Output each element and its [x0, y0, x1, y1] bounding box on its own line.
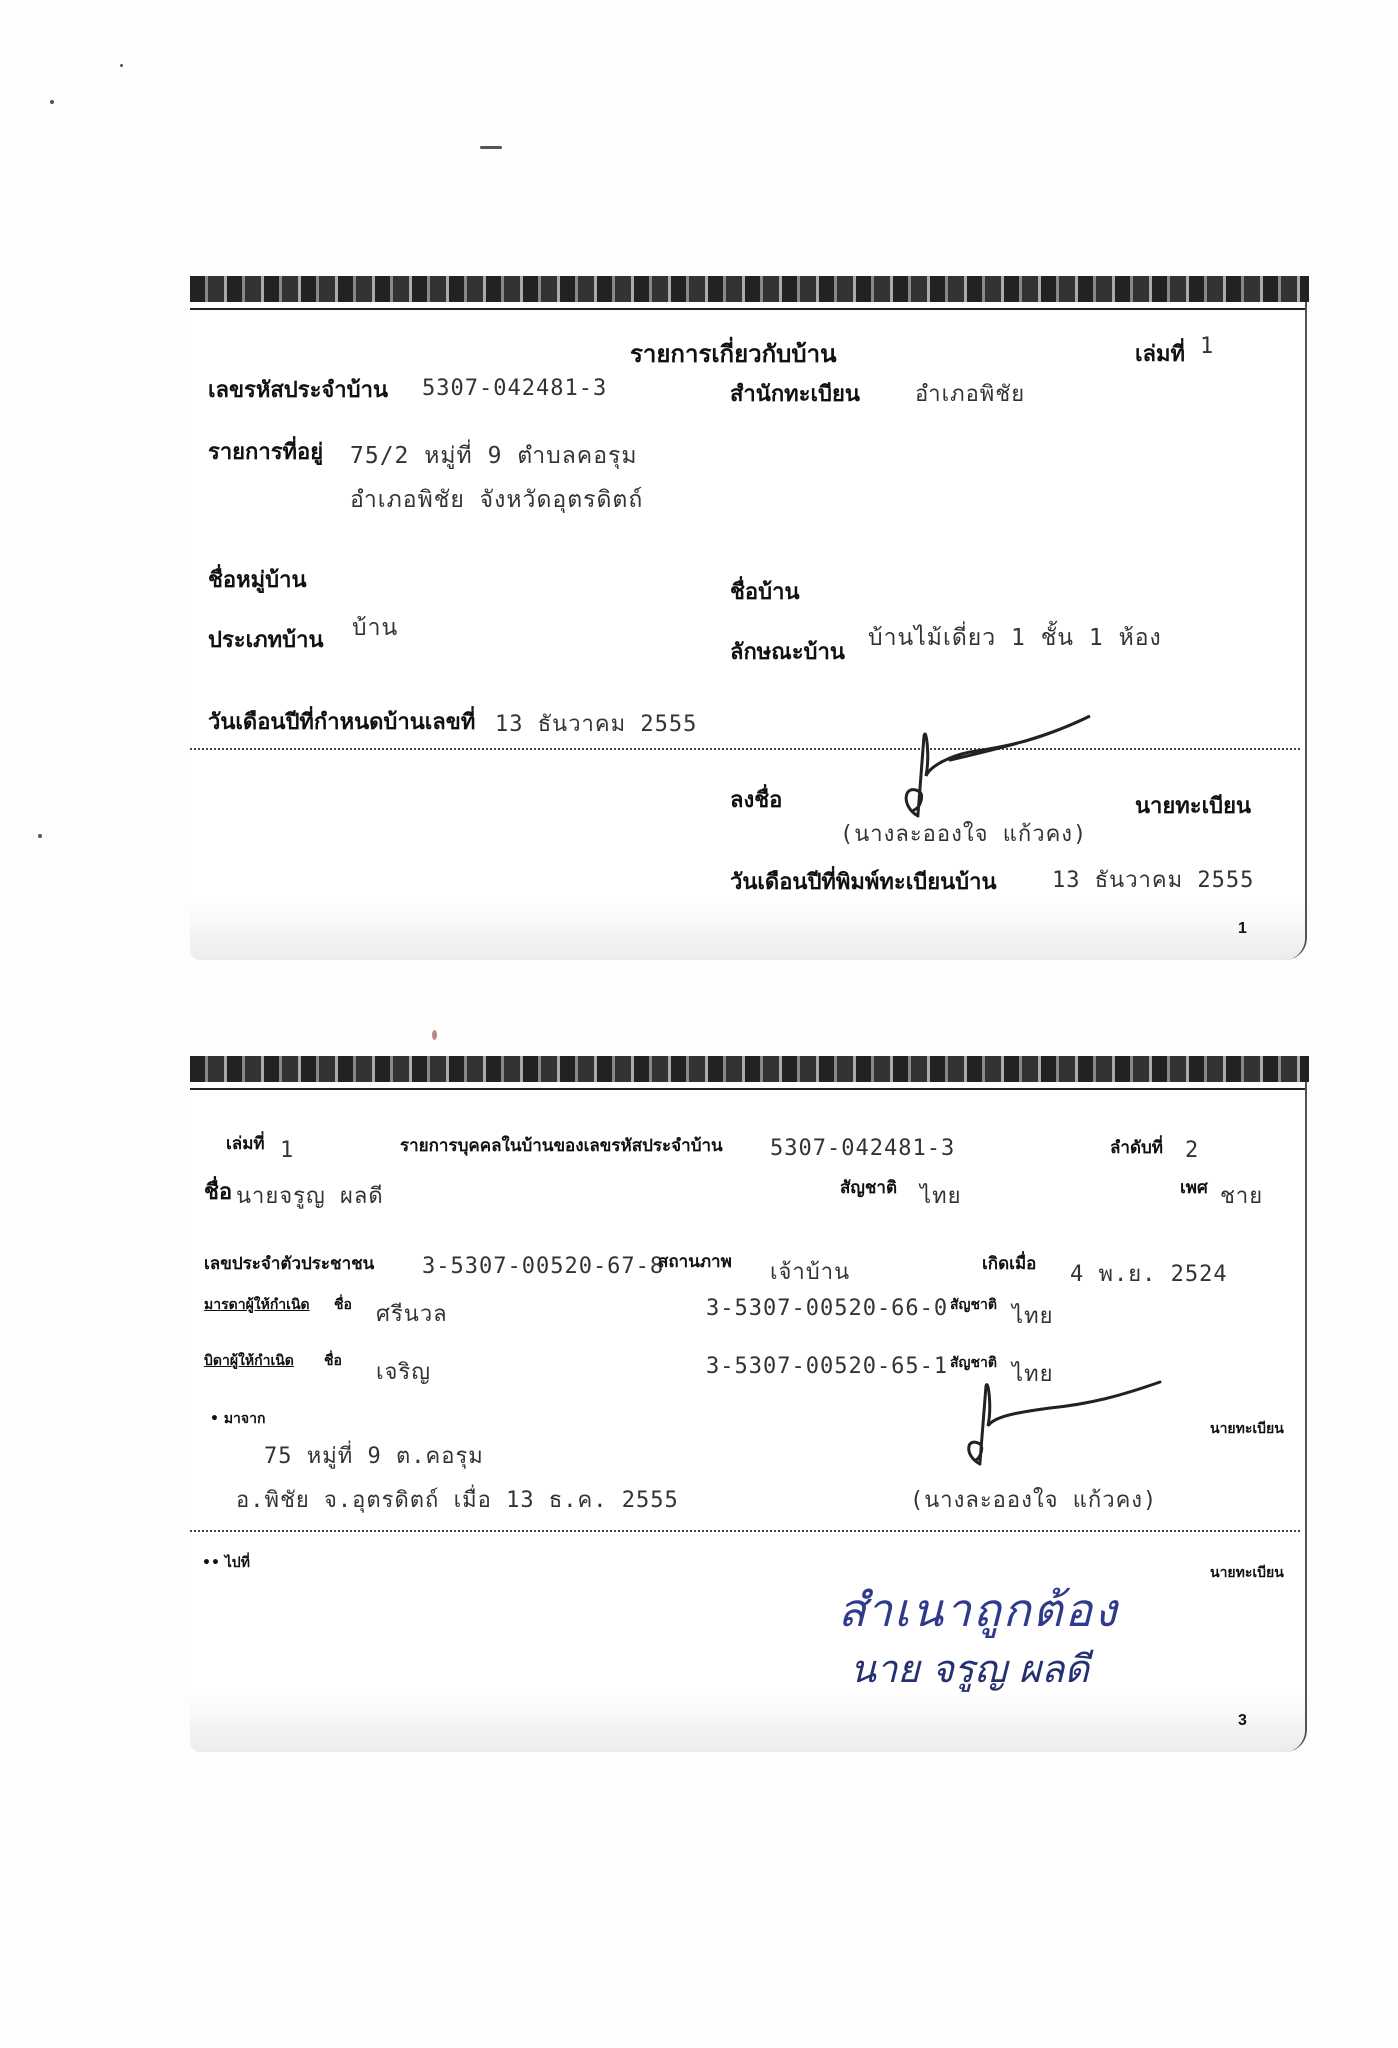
mother-name-value: ศรีนวล: [376, 1302, 448, 1327]
card-bottom-shade: [190, 900, 1305, 960]
mother-label: มารดาผู้ให้กำเนิด: [204, 1297, 310, 1313]
dotted-separator: [190, 1530, 1300, 1532]
father-label: บิดาผู้ให้กำเนิด: [204, 1353, 294, 1369]
book-label: เล่มที่: [226, 1134, 265, 1154]
address-line-2: อำเภอพิชัย จังหวัดอุตรดิตถ์: [350, 487, 644, 513]
id-label: เลขประจำตัวประชาชน: [204, 1254, 375, 1274]
father-name-label: ชื่อ: [324, 1353, 342, 1369]
status-label: สถานภาพ: [658, 1252, 732, 1272]
card-top-edge: [190, 1056, 1309, 1082]
book-value: 1: [280, 1138, 295, 1163]
house-details-card: [190, 276, 1307, 960]
status-value: เจ้าบ้าน: [770, 1260, 851, 1285]
father-id-value: 3-5307-00520-65-1: [706, 1354, 949, 1379]
certified-copy-handwriting: สำเนาถูกต้อง: [838, 1583, 1119, 1637]
from-line-1: 75 หมู่ที่ 9 ต.คอรุม: [264, 1444, 484, 1469]
registrar-label: นายทะเบียน: [1210, 1565, 1284, 1581]
mother-id-value: 3-5307-00520-66-0: [706, 1296, 949, 1321]
speck: [50, 100, 54, 104]
house-code-value: 5307-042481-3: [422, 376, 608, 401]
book-label: เล่มที่: [1135, 342, 1186, 367]
page-number: 3: [1238, 1712, 1247, 1729]
house-style-label: ลักษณะบ้าน: [730, 640, 845, 665]
address-label: รายการที่อยู่: [208, 440, 324, 465]
address-line-1: 75/2 หมู่ที่ 9 ตำบลคอรุม: [350, 443, 638, 469]
office-value: อำเภอพิชัย: [915, 382, 1026, 407]
house-style-value: บ้านไม้เดี่ยว 1 ชั้น 1 ห้อง: [868, 625, 1162, 651]
nationality-label: สัญชาติ: [840, 1178, 897, 1198]
from-line-2: อ.พิชัย จ.อุตรดิตถ์ เมื่อ 13 ธ.ค. 2555: [236, 1488, 679, 1513]
order-value: 2: [1185, 1138, 1200, 1163]
from-label: • มาจาก: [210, 1411, 266, 1427]
house-code-label: เลขรหัสประจำบ้าน: [208, 378, 388, 403]
sex-label: เพศ: [1180, 1178, 1208, 1198]
card-top-line: [190, 1088, 1305, 1090]
registrar-signature: [950, 1356, 1170, 1476]
to-label: •• ไปที่: [202, 1555, 250, 1571]
office-label: สำนักทะเบียน: [730, 382, 860, 407]
dotted-separator: [190, 748, 1300, 750]
assigned-date-value: 13 ธันวาคม 2555: [495, 712, 698, 737]
registrar-name: (นางละอองใจ แก้วคง): [840, 822, 1088, 847]
nationality-value: ไทย: [920, 1184, 962, 1209]
father-nationality-value: ไทย: [1012, 1362, 1054, 1387]
card-title: รายการเกี่ยวกับบ้าน: [630, 340, 837, 368]
speck: [120, 64, 123, 67]
id-value: 3-5307-00520-67-8: [422, 1254, 665, 1279]
card-bottom-shade: [190, 1692, 1305, 1752]
born-value: 4 พ.ย. 2524: [1070, 1262, 1228, 1287]
card-top-line: [190, 308, 1305, 310]
order-label: ลำดับที่: [1110, 1138, 1164, 1158]
sex-value: ชาย: [1220, 1184, 1264, 1209]
house-type-value: บ้าน: [352, 615, 399, 641]
card-top-edge: [190, 276, 1309, 302]
speck: [480, 146, 502, 149]
mother-name-label: ชื่อ: [334, 1297, 352, 1313]
card-title: รายการบุคคลในบ้านของเลขรหัสประจำบ้าน: [400, 1136, 723, 1156]
registrar-signature: [890, 696, 1100, 826]
speck: [38, 834, 42, 838]
person-details-card: [190, 1056, 1307, 1752]
mother-nationality-label: สัญชาติ: [950, 1297, 997, 1313]
page-number: 1: [1238, 920, 1247, 937]
owner-name-handwriting: นาย จรูญ ผลดี: [850, 1647, 1090, 1691]
born-label: เกิดเมื่อ: [982, 1254, 1037, 1274]
name-label: ชื่อ: [204, 1180, 233, 1205]
printed-date-label: วันเดือนปีที่พิมพ์ทะเบียนบ้าน: [730, 870, 997, 895]
registrar-label: นายทะเบียน: [1210, 1421, 1284, 1437]
registrar-label: นายทะเบียน: [1135, 794, 1252, 819]
house-type-label: ประเภทบ้าน: [208, 628, 324, 653]
mother-nationality-value: ไทย: [1012, 1304, 1054, 1329]
sign-label: ลงชื่อ: [730, 788, 783, 813]
printed-date-value: 13 ธันวาคม 2555: [1052, 868, 1255, 893]
house-name-label: ชื่อบ้าน: [730, 580, 800, 605]
father-name-value: เจริญ: [376, 1360, 431, 1385]
assigned-date-label: วันเดือนปีที่กำหนดบ้านเลขที่: [208, 710, 476, 735]
father-nationality-label: สัญชาติ: [950, 1355, 997, 1371]
name-value: นายจรูญ ผลดี: [236, 1184, 384, 1209]
book-value: 1: [1200, 334, 1215, 359]
speck: [432, 1030, 437, 1040]
house-code-value: 5307-042481-3: [770, 1136, 956, 1161]
registrar-name: (นางละอองใจ แก้วคง): [910, 1488, 1158, 1513]
village-label: ชื่อหมู่บ้าน: [208, 568, 307, 593]
